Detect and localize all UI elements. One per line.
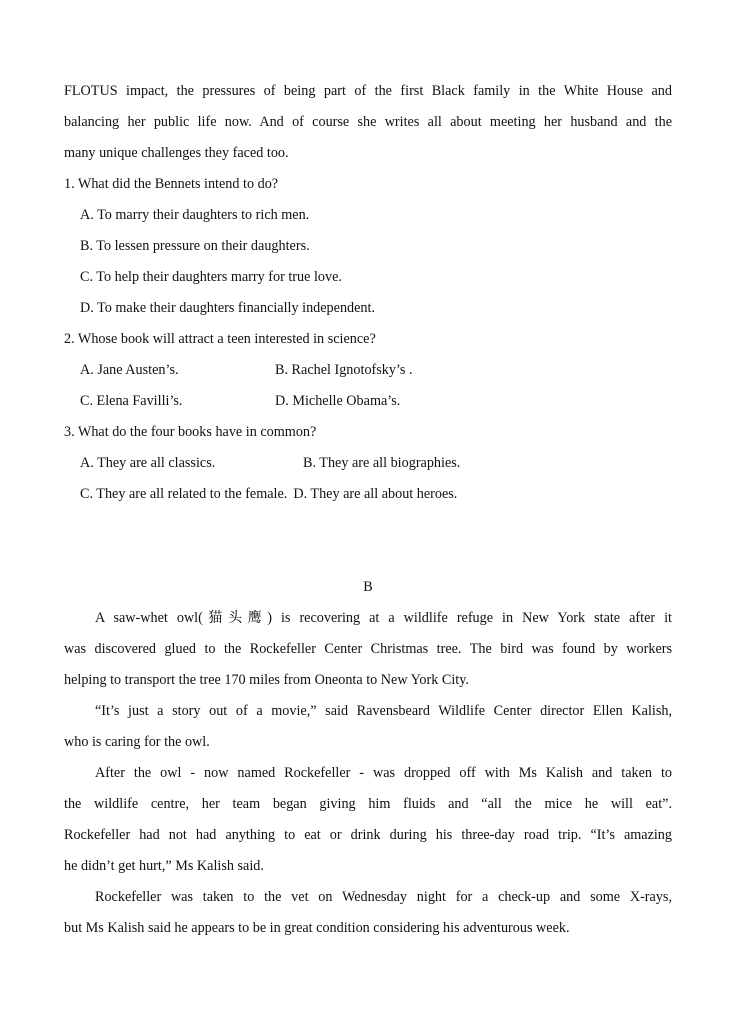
passage-b-line: helping to transport the tree 170 miles from Oneonta to New York City.	[64, 672, 469, 688]
passage-b-line: who is caring for the owl.	[64, 734, 210, 750]
passage-b-line: Rockefeller had not had anything to eat or drink during his three-day road trip. “It’s amazing	[64, 827, 672, 843]
passage-b-paragraph-1	[64, 603, 672, 696]
question-1-option-b: B. To lessen pressure on their daughters.	[80, 238, 310, 254]
passage-b-line: After the owl - now named Rockefeller - was dropped off with Ms Kalish and taken to	[95, 765, 672, 781]
document-page	[64, 76, 672, 944]
question-2-option-c: C. Elena Favilli’s.	[80, 393, 183, 409]
question-2-options-row-1	[64, 355, 672, 386]
passage-b-paragraph-4	[64, 882, 672, 944]
passage-b-line: Rockefeller was taken to the vet on Wednesday night for a check-up and some X-rays,	[95, 889, 672, 905]
passage-a-line: balancing her public life now. And of course she writes all about meeting her husband and the	[64, 114, 672, 130]
question-3-option-c: C. They are all related to the female.	[80, 486, 288, 502]
passage-b-line: but Ms Kalish said he appears to be in great condition considering his adventurous week.	[64, 920, 570, 936]
question-1-option-d: D. To make their daughters financially independent.	[80, 300, 376, 316]
question-1-option-c: C. To help their daughters marry for true love.	[80, 269, 342, 285]
question-3-option-a: A. They are all classics.	[80, 455, 216, 471]
question-1-stem: 1. What did the Bennets intend to do?	[64, 176, 279, 192]
question-3-stem: 3. What do the four books have in common?	[64, 424, 317, 440]
passage-b-line: A saw-whet owl(猫头鹰) is recovering at a wildlife refuge in New York state after it	[95, 610, 672, 626]
question-3-option-b: B. They are all biographies.	[303, 455, 461, 471]
question-3-options-row-2	[64, 479, 672, 510]
passage-b-paragraph-2	[64, 696, 672, 758]
question-3-options-row-1	[64, 448, 672, 479]
passage-b-line: “It’s just a story out of a movie,” said Ravensbeard Wildlife Center director Ellen Kalish,	[95, 703, 672, 719]
question-2-option-d: D. Michelle Obama’s.	[275, 393, 401, 409]
passage-b-line: he didn’t get hurt,” Ms Kalish said.	[64, 858, 264, 874]
question-2-option-b: B. Rachel Ignotofsky’s .	[275, 362, 413, 378]
passage-b-paragraph-3	[64, 758, 672, 882]
section-b-title: B	[363, 579, 373, 595]
passage-a-line: FLOTUS impact, the pressures of being part of the first Black family in the White House and	[64, 83, 672, 99]
passage-b-line: the wildlife centre, her team began giving him fluids and “all the mice he will eat”.	[64, 796, 672, 812]
question-2-options-row-2	[64, 386, 672, 417]
question-1-option-a: A. To marry their daughters to rich men.	[80, 207, 310, 223]
passage-a-line: many unique challenges they faced too.	[64, 145, 289, 161]
question-3-option-d: D. They are all about heroes.	[293, 486, 458, 502]
question-2-option-a: A. Jane Austen’s.	[80, 362, 179, 378]
passage-b-line: was discovered glued to the Rockefeller Center Christmas tree. The bird was found by workers	[64, 641, 672, 657]
section-spacer	[64, 510, 672, 572]
question-2-stem: 2. Whose book will attract a teen interested in science?	[64, 331, 376, 347]
